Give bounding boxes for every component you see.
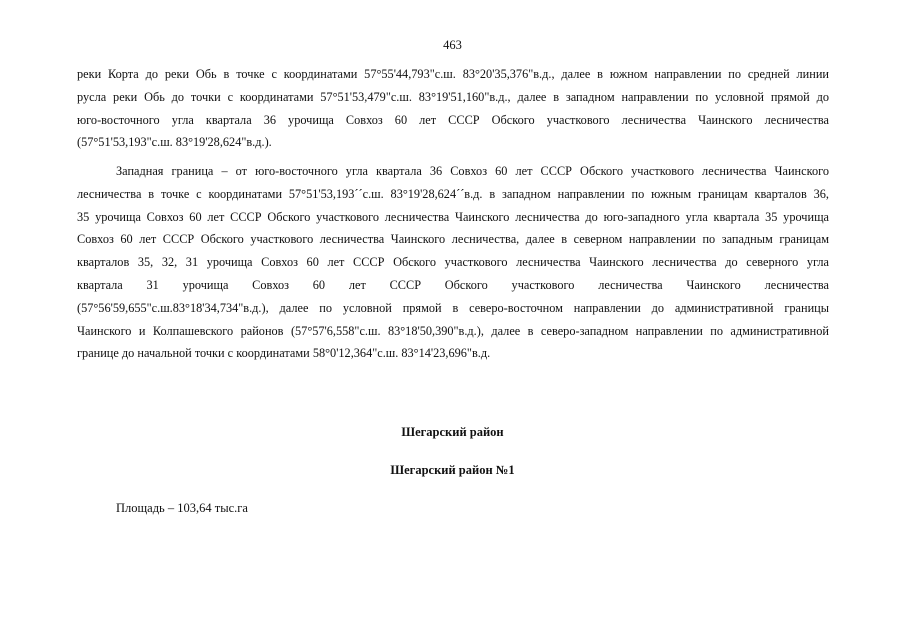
area-text: Площадь – 103,64 тыс.га [116,501,248,515]
text-line: Западная граница – от юго-восточного угла квартала 36 Совхоз 60 лет СССР Обского участкового лесничества Чаинского [116,164,829,178]
page-number: 463 [443,38,462,52]
text-line: юго-восточного угла квартала 36 урочища Совхоз 60 лет СССР Обского участкового лесничества Чаинского лесничества [77,112,829,127]
text-line: границе до начальной точки с координатами 58°0'12,364"с.ш. 83°14'23,696"в.д. [77,346,491,361]
text-line: Чаинского и Колпашевского районов (57°57'6,558"с.ш. 83°18'50,390"в.д.), далее в северо-западном направлении по административной [77,323,829,338]
text-line: 35 урочища Совхоз 60 лет СССР Обского участкового лесничества Чаинского лесничества до юго-западного угла квартала 35 урочища [77,209,829,224]
text-line: (57°56'59,655"с.ш.83°18'34,734"в.д.), далее по условной прямой в северо-восточном направлении до административной границы [77,300,829,315]
text-line: (57°51'53,193"с.ш. 83°19'28,624"в.д.). [77,135,272,150]
text-line: лесничества в точке с координатами 57°51'53,193´´с.ш. 83°19'28,624´´в.д. в западном направлении по южным границам кварталов 36, [77,186,829,201]
paragraph-east-boundary-end [77,63,829,154]
text-line: квартала 31 урочища Совхоз 60 лет СССР Обского участкового лесничества Чаинского лесничества [77,277,829,292]
text-line: Совхоз 60 лет СССР Обского участкового лесничества Чаинского лесничества, далее в северном направлении по западным границам [77,232,829,247]
text-line: кварталов 35, 32, 31 урочища Совхоз 60 лет СССР Обского участкового лесничества Чаинского лесничества до северного угла [77,255,829,270]
district-heading: Шегарский район [401,425,504,439]
subdistrict-heading: Шегарский район №1 [390,463,515,477]
paragraph-west-boundary [77,160,829,365]
text-line: русла реки Обь до точки с координатами 57°51'53,479"с.ш. 83°19'51,160"в.д., далее в западном направлении по условной прямой до [77,89,829,104]
text-line: реки Корта до реки Обь в точке с координатами 57°55'44,793"с.ш. 83°20'35,376"в.д., далее в южном направлении по средней линии [77,67,829,81]
